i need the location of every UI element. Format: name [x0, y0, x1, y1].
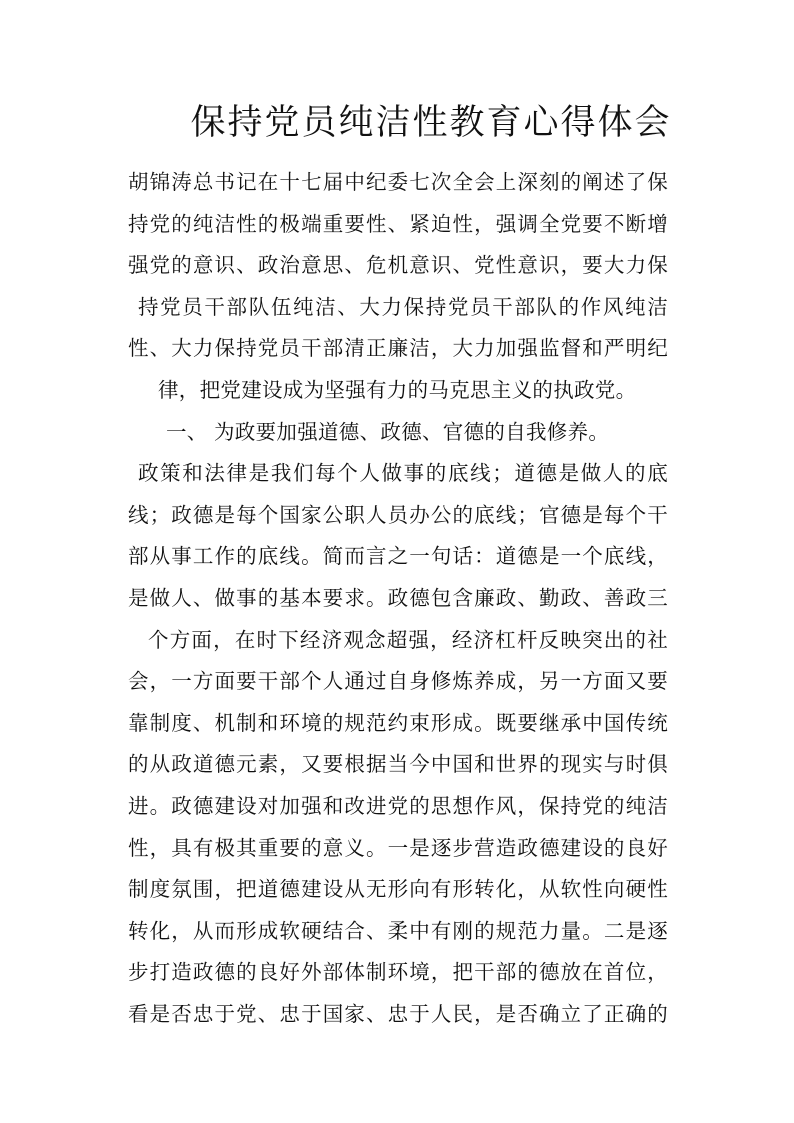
paragraph-line: 线；政德是每个国家公职人员办公的底线；官德是每个干 — [128, 502, 668, 527]
paragraph-line: 会，一方面要干部个人通过自身修炼养成，另一方面又要 — [128, 669, 668, 694]
paragraph-line: 转化，从而形成软硬结合、柔中有刚的规范力量。二是逐 — [128, 918, 668, 943]
section-heading — [128, 412, 668, 454]
paragraph-line: 的从政道德元素，又要根据当今中国和世界的现实与时俱 — [128, 752, 668, 777]
document-title: 保持党员纯洁性教育心得体会 — [190, 103, 672, 143]
paragraph-line: 胡锦涛总书记在十七届中纪委七次全会上深刻的阐述了保 — [128, 170, 668, 194]
paragraph-line: 制度氛围，把道德建设从无形向有形转化，从软性向硬性 — [128, 877, 668, 902]
paragraph-line: 是做人、做事的基本要求。政德包含廉政、勤政、善政三 — [128, 585, 668, 610]
paragraph-line: 步打造政德的良好外部体制环境，把干部的德放在首位， — [128, 960, 668, 985]
paragraph-line: 性、大力保持党员干部清正廉洁，大力加强监督和严明纪 — [128, 336, 668, 361]
paragraph-line: 政策和法律是我们每个人做事的底线；道德是做人的底 — [138, 461, 668, 486]
section-heading-text: 为政要加强道德、政德、官德的自我修养。 — [214, 419, 610, 444]
paragraph-line: 持党员干部队伍纯洁、大力保持党员干部队的作风纯洁 — [138, 294, 668, 319]
paragraph-line: 性，具有极其重要的意义。一是逐步营造政德建设的良好 — [128, 835, 668, 860]
paragraph-line: 个方面，在时下经济观念超强，经济杠杆反映突出的社 — [148, 627, 668, 652]
paragraph-line: 看是否忠于党、忠于国家、忠于人民，是否确立了正确的 — [128, 1001, 668, 1026]
paragraph-line: 律，把党建设成为坚强有力的马克思主义的执政党。 — [158, 377, 637, 402]
paragraph-line: 持党的纯洁性的极端重要性、紧迫性，强调全党要不断增 — [128, 211, 668, 236]
section-number: 一、 — [166, 419, 208, 444]
paragraph-line: 靠制度、机制和环境的规范约束形成。既要继承中国传统 — [128, 710, 668, 735]
document-body — [128, 162, 668, 1035]
paragraph-line: 进。政德建设对加强和改进党的思想作风，保持党的纯洁 — [128, 793, 668, 818]
paragraph-line: 强党的意识、政治意思、危机意识、党性意识，要大力保 — [128, 253, 668, 278]
paragraph-line: 部从事工作的底线。简而言之一句话：道德是一个底线， — [128, 544, 668, 569]
